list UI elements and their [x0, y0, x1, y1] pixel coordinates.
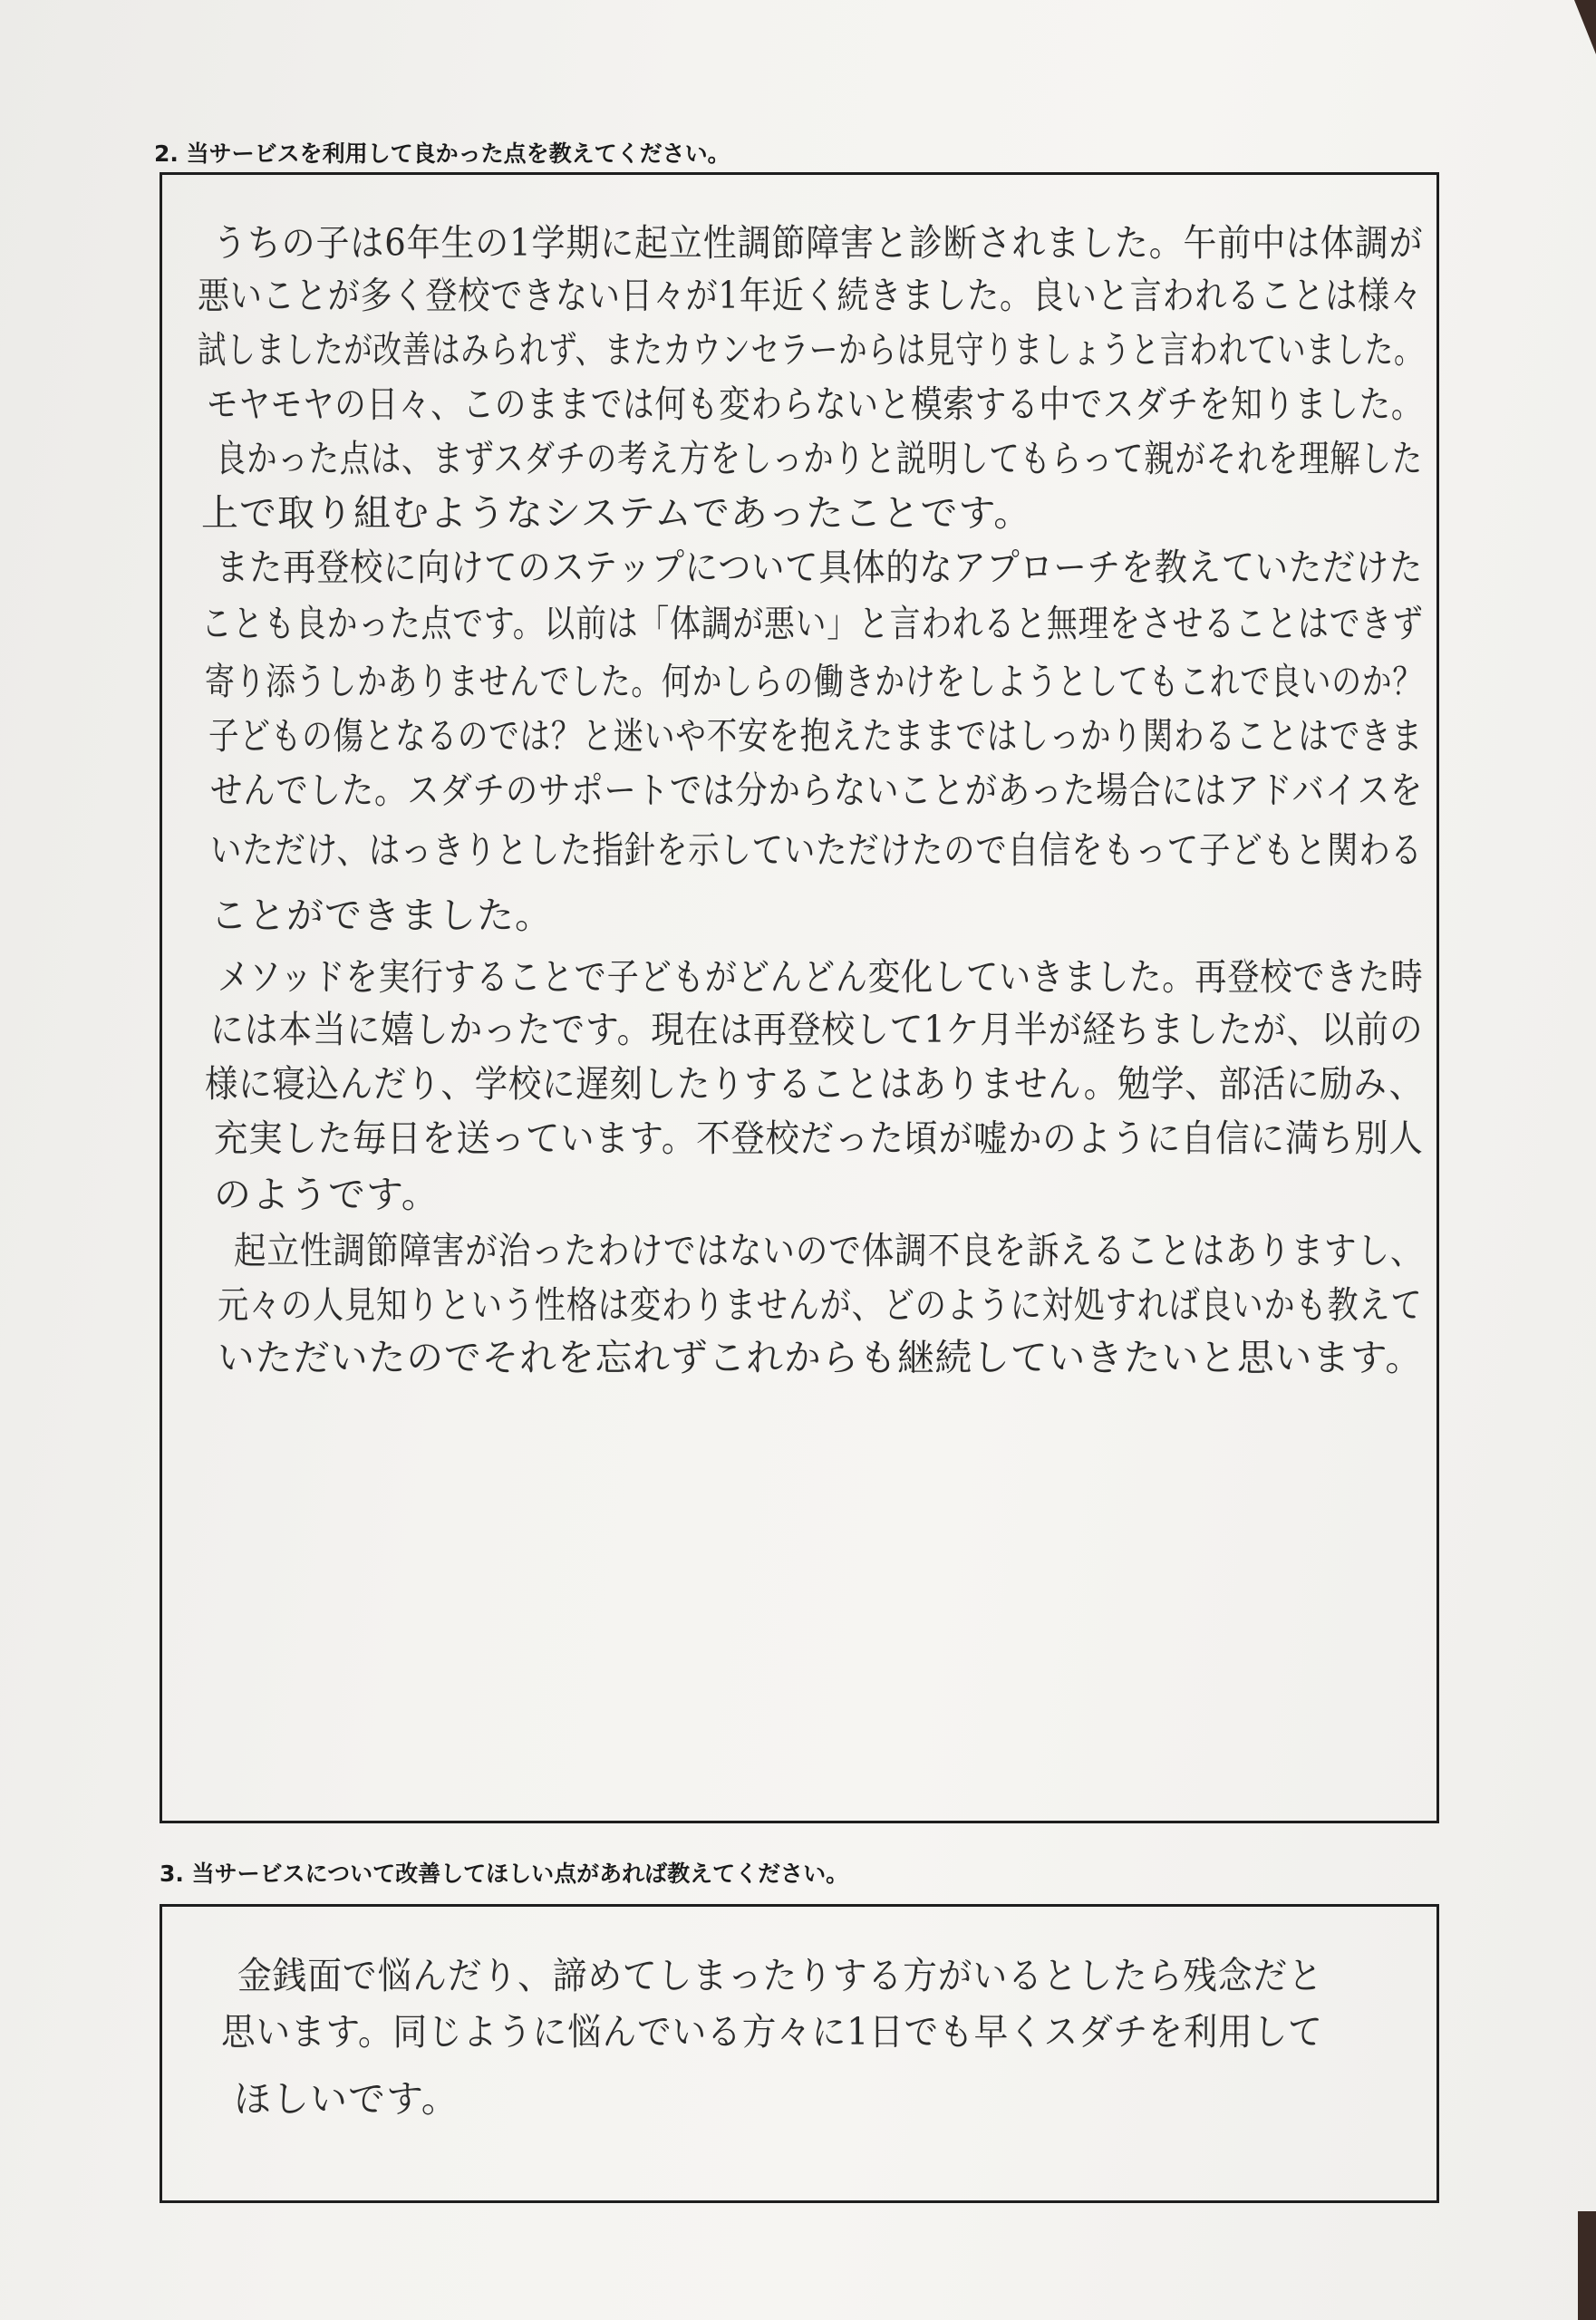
q2-answer-line: 悪いことが多く登校できない日々が1年近く続きました。良いと言われることは様々: [198, 274, 1423, 317]
q2-answer-line: メソッドを実行することで子どもがどんどん変化していきました。再登校できた時: [218, 955, 1424, 999]
q2-answer-line: せんでした。スダチのサポートでは分からないことがあった場合にはアドバイスを: [210, 768, 1424, 812]
q2-answer-line: いただいたのでそれを忘れずこれからも継続していきたいと思います。: [218, 1336, 1423, 1379]
q2-answer-line: 寄り添うしかありませんでした。何かしらの働きかけをしようとしてもこれで良いのか？: [205, 660, 1423, 703]
q2-answer-line: 元々の人見知りという性格は変わりませんが、どのように対処すれば良いかも教えて: [218, 1283, 1423, 1327]
q2-answer-line: ことも良かった点です。以前は「体調が悪い」と言われると無理をさせることはできず: [201, 602, 1424, 645]
q2-answer-line: 様に寝込んだり、学校に遅刻したりすることはありません。勉学、部活に励み、: [205, 1062, 1423, 1106]
q2-answer-line: 起立性調節障害が治ったわけではないので体調不良を訴えることはありますし、: [234, 1229, 1424, 1272]
q2-answer-line: うちの子は6年生の1学期に起立性調節障害と診断されました。午前中は体調が: [213, 221, 1424, 265]
q2-answer-line: 子どもの傷となるのでは？と迷いや不安を抱えたままではしっかり関わることはできま: [208, 714, 1423, 758]
q2-answer-line: 試しましたが改善はみられず、またカウンセラーからは見守りましょうと言われていました。: [198, 328, 1424, 372]
q3-answer-line: ほしいです。: [234, 2077, 459, 2121]
background-corner: [1574, 0, 1596, 54]
q3-answer-line: 金銭面で悩んだり、諦めてしまったりする方がいるとしたら残念だと: [237, 1954, 1323, 1997]
q2-answer-line: 上で取り組むようなシステムであったことです。: [201, 491, 1032, 535]
q2-answer-line: ことができました。: [210, 894, 553, 937]
q2-answer-line: また再登校に向けてのステップについて具体的なアプローチを教えていただけた: [216, 546, 1424, 589]
background-edge: [1578, 2211, 1596, 2320]
q2-answer-line: 良かった点は、まずスダチの考え方をしっかりと説明してもらって親がそれを理解した: [216, 437, 1423, 480]
q2-answer-line: には本当に嬉しかったです。現在は再登校して1ケ月半が経ちましたが、以前の: [210, 1008, 1424, 1051]
q2-answer-line: いただけ、はっきりとした指針を示していただけたので自信をもって子どもと関わる: [210, 828, 1423, 872]
q2-answer-line: のようです。: [214, 1173, 440, 1216]
q3-answer-line: 思います。同じように悩んでいる方々に1日でも早くスダチを利用して: [221, 2010, 1323, 2054]
question-2-heading: 2. 当サービスを利用して良かった点を教えてください。: [154, 140, 730, 167]
question-3-heading: 3. 当サービスについて改善してほしい点があれば教えてください。: [160, 1861, 849, 1887]
q2-answer-line: モヤモヤの日々、このままでは何も変わらないと模索する中でスダチを知りました。: [207, 382, 1424, 426]
q2-answer-line: 充実した毎日を送っています。不登校だった頃が嘘かのように自信に満ち別人: [214, 1116, 1424, 1160]
answer-box-3: [160, 1904, 1439, 2203]
